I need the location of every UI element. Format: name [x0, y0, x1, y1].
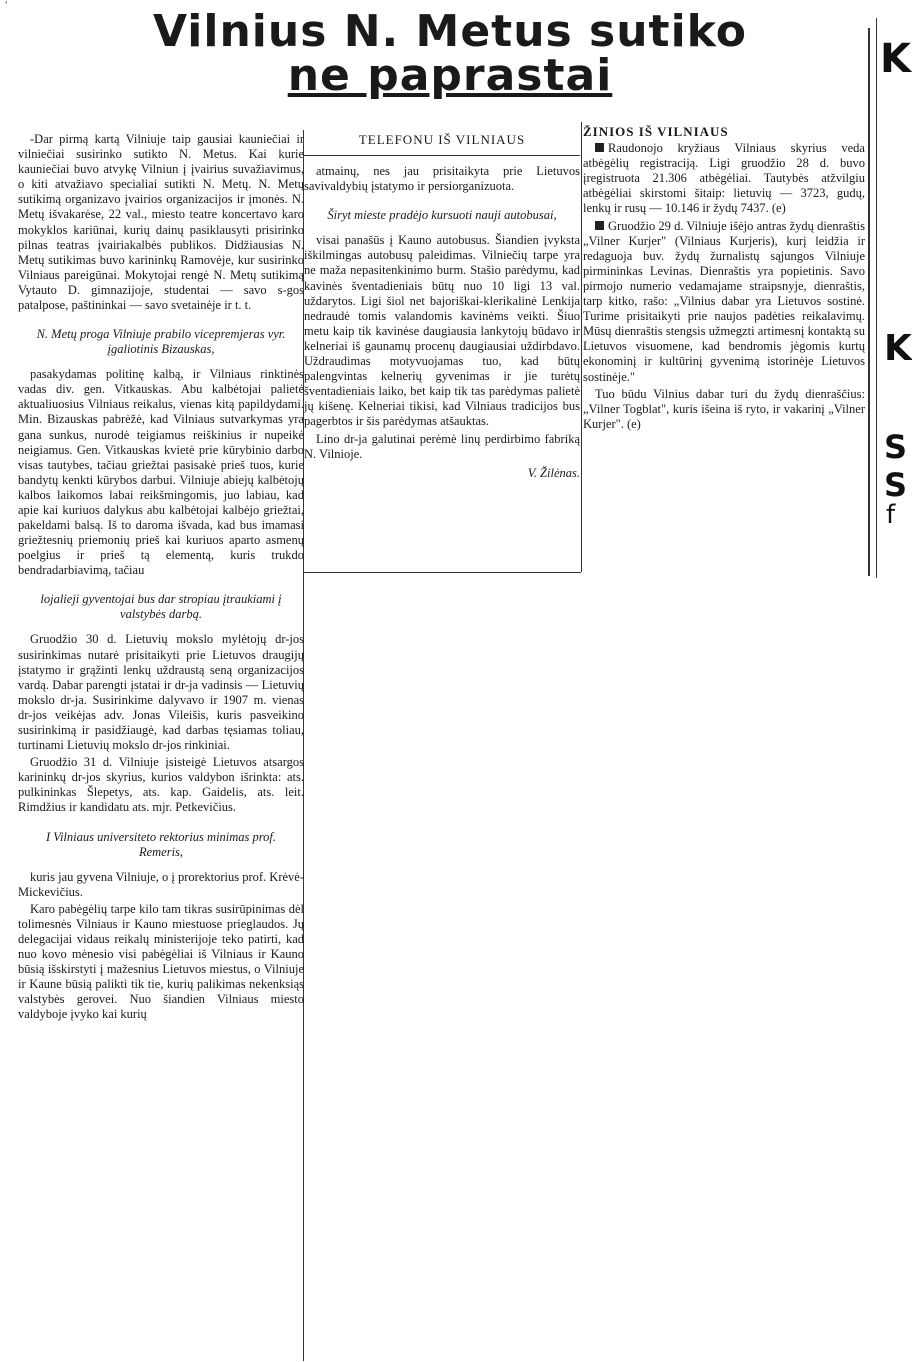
column-2 [304, 132, 580, 572]
column-3-heading: ŽINIOS IŠ VILNIAUS [583, 124, 729, 139]
corner-mark: ʿ [4, 0, 9, 15]
right-edge-rule [868, 28, 870, 576]
headline [40, 6, 860, 101]
paragraph: -Dar pirmą kartą Vilniuje taip gausiai kauniečiai ir vilniečiai susirinko sutikto N. Metus. Kai kurie kauniečiai buvo atvykę Vilniun į įvairius suvažiavimus, o kiti atvažiavo specialiai sutikti N. Metų. N. Metų sutikimą organizavo įvairios organizacijos ir įmonės. N. Metų išvakarėse, 22 val., miesto teatre koncertavo karo mokyklos kariūnai, kurių dainų pasiklausyti prisirinko pilnas teatras įvairiakalbės publikos. Didžiausias N. Metų sutikimas buvo karininkų Ramovėje, kur susirinko Vilniaus pareigūnai. Mokytojai rengė N. Metų sutikimą Vytauto D. gimnazijoje, studentai — savo s-gos patalpose, paštininkai — savo svetainėje ir t. t. [18, 132, 304, 313]
paragraph [583, 219, 865, 385]
subheading-lojalieji: lojalieji gyventojai bus dar stropiau įtraukiami į valstybės darbą. [40, 592, 282, 622]
edge-letter: S [884, 466, 908, 504]
column-3 [583, 124, 865, 574]
column-bottom-rule [303, 572, 581, 573]
paragraph: Tuo būdu Vilnius dabar turi du žydų dienraščius: „Vilner Togblat", kuris išeina iš ryto, ir vakarinį „Vilner Kurjer". (e) [583, 386, 865, 431]
edge-letter: K [880, 36, 911, 82]
paragraph: Lino dr-ja galutinai perėmė linų perdirbimo fabriką N. Vilnioje. [304, 431, 580, 461]
paragraph: visai panašūs į Kauno autobusus. Šiandien įvyksta iškilmingas autobusų paleidimas. Vilniečių tarpe yra ne maža nepasitenkinimo burm. Stašio parėdymu, kad kavinės šventadieniais būtų nuo 10 ligi 13 val. uždarytos. Ligi šiol net bajoriškai-klerikalinė Lenkija nedraudė tomis valandomis kavinėms veikti. Šiuo metu kaip tik kavinėse daugiausia lankytojų būdavo ir kelneriai iš gaunamų procenų daugiausiai uždirbdavo. Uždraudimas motyvuojamas tuo, kad būtų palengvintas kelnerių gyvenimas ir jie turėtų šventadieniais laiko, bet kaip tik tas parėdymas palietė jų kišenę. Kelneriai tikisi, kad Vilniaus tradicijos bus pagerbtos ir šis parėdymas atšauktas. [304, 233, 580, 429]
column-rule-2 [581, 122, 582, 572]
headline-line-1: Vilnius N. Metus sutiko [153, 6, 747, 57]
paragraph [583, 141, 865, 216]
paragraph: atmainų, nes jau prisitaikyta prie Lietuvos savivaldybių įstatymo ir persiorganizuota. [304, 164, 580, 194]
paragraph: Gruodžio 31 d. Vilniuje įsisteigė Lietuvos atsargos karininkų dr-jos skyrius, kurios valdybon išrinkta: ats. pulkininkas Šlepetys, ats. kap. Gaidelis, ats. leit. Rimdžius ir kandidatu ats. mjr. Petkevičius. [18, 755, 304, 815]
paragraph-text: Raudonojo kryžiaus Vilniaus skyrius veda atbėgėlių registraciją. Ligi gruodžio 28 d. buvo įregistruota 21.306 atbėgėliai. Tautybės atžvilgiu atbėgėliai skirstomi šitaip: lietuvių — 3723, gudų, lenkų ir rusų — 10.146 ir žydų 7437. (e) [583, 141, 865, 216]
paragraph: pasakydamas politinę kalbą, ir Vilniaus rinktinės vadas div. gen. Vitkauskas. Abu kalbėtojai palietė aktualiuosius Vilniaus reikalus, vienas kitą papildydami. Min. Bizauskas pabrėžė, kad Vilniaus sutvarkymas yra gana sunkus, nurodė teigiamus reiškinius ir nupeikė neigiamus. Gen. Vitkauskas kvietė prie kūrybinio darbo visas tautybes, tačiau griežtai pasisakė prieš tuos, kurie bandytų kenkti kūrybos darbui. Vilniuje abiejų kalbėtojų kalbos laikomos labai reikšmingomis, juo labiau, kad apie kai kuriuos dalykus abu kalbėtojai kalbėjo griežtai, pakeldami balsą. Iš to daroma išvada, kad bus imamasi griežtesnių priemonių prieš kai kuriuos aparto asmenų poelgius ir prieš tą elementą, kuris trukdo bendradarbiavimą, tačiau [18, 367, 304, 578]
right-edge-rule-2 [876, 18, 877, 578]
headline-line-2: ne paprastai [287, 50, 613, 101]
edge-letter: S [884, 428, 908, 466]
paragraph: Gruodžio 30 d. Lietuvių mokslo mylėtojų dr-jos susirinkimas nutarė prisitaikyti prie Lietuvos draugijų įstatymo ir grąžinti lenkų uždraustą seną organizacijos vardą. Dabar parengti įstatai ir dr-ja vadinsis — Lietuvių mokslo dr-ja. Susirinkime dalyvavo ir 1907 m. vienas dr-jos veikėjas adv. Jonas Vileišis, kuris pasveikino susirinkimą ir pasidžiaugė, kad darbas tęsiamas toliau, turtinami Lietuvių mokslo dr-jos rinkiniai. [18, 632, 304, 753]
signature: V. Žilėnas. [527, 465, 580, 480]
paragraph: Karo pabėgėlių tarpe kilo tam tikras susirūpinimas dėl tolimesnės Vilniaus ir Kauno miestuose prieglaudos. Jų delegacijai vidaus reikalų ministerijoje teko patirti, kad nuo kovo mėnesio visi pabėgėliai iš Vilniaus ir Kauno būsią išskirstyti į mažesnius Lietuvos miestus, o Vilniuje ir Kaune būsią palikti tik tie, kurių palikimas nekenksiąs valstybės gerovei. Nuo šiandien Vilniaus miesto valdyboje įvyko kai kurių [18, 901, 304, 1022]
square-bullet-icon [595, 221, 604, 230]
column-1 [18, 132, 304, 1362]
square-bullet-icon [595, 143, 604, 152]
column-2-heading: TELEFONU IŠ VILNIAUS [304, 132, 580, 156]
edge-letter: K [884, 328, 912, 369]
subheading-bizauskas: N. Metų proga Vilniuje prabilo vicepremjeras vyr. įgaliotinis Bizauskas, [36, 327, 286, 357]
paragraph: kuris jau gyvena Vilniuje, o į prorektorius prof. Krėvė-Mickevičius. [18, 869, 304, 899]
edge-letter: f [886, 500, 896, 530]
subheading-autobusai: Širyt mieste pradėjo kursuoti nauji autobusai, [327, 208, 557, 223]
subheading-rektorius: I Vilniaus universiteto rektorius minimas prof. Remeris, [45, 829, 277, 859]
paragraph-text: Gruodžio 29 d. Vilniuje išėjo antras žydų dienraštis „Vilner Kurjer" (Vilniaus Kurjeris), kurį leidžia ir redaguoja buv. žydų žurnalistų sąjungos Vilniuje pirmininkas Levinas. Dienraštis yra popietinis. Savo pirmojo numerio vedamajame straipsnyje, dienraštis, tarp kitko, rašo: „Vilnius dabar yra Lietuvos sostinė. Turime prisitaikyti prie naujos padėties reikalavimų. Mūsų dienraštis stengsis užmegzti artimesnį kontaktą su Lietuvos visuomene, kad bendromis jėgomis kurtų ekonominį ir kultūrinį gyvenimą istorinėje Lietuvos sostinėje." [583, 218, 865, 384]
